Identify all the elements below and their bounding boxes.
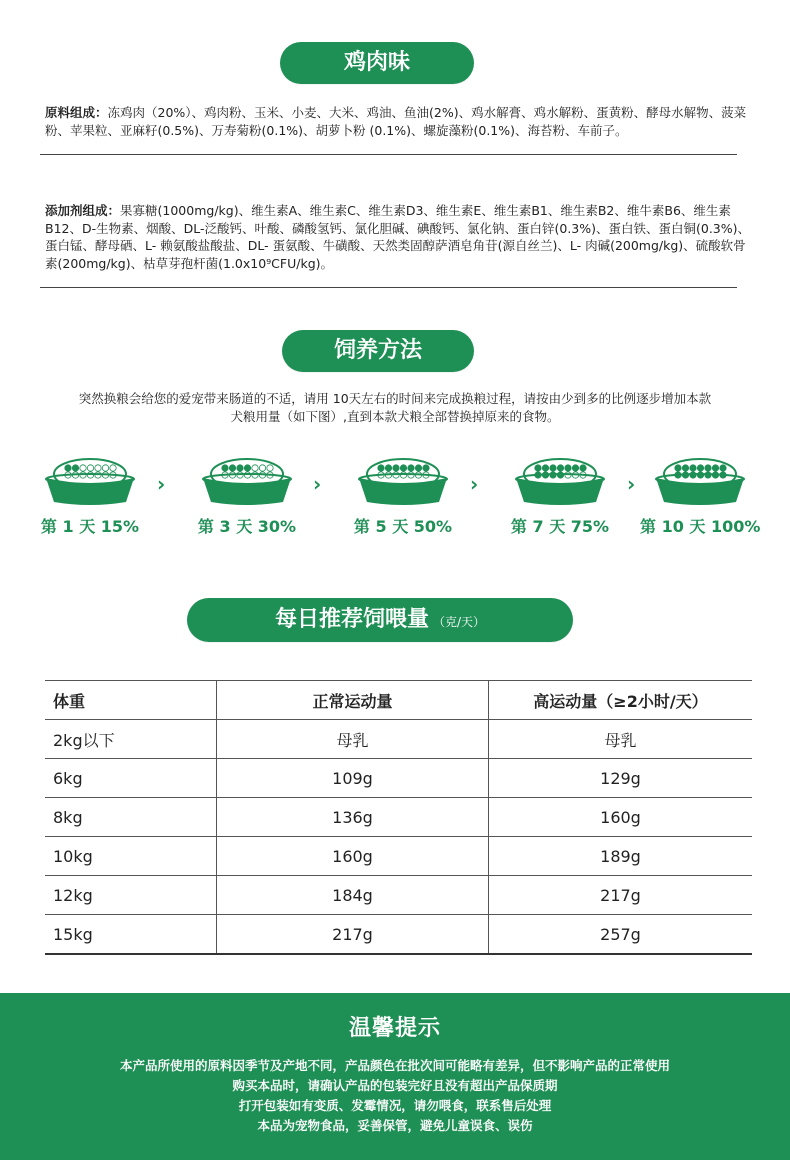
tips-title: 温馨提示 (348, 1016, 441, 1041)
chevron-right-icon: › (627, 472, 636, 496)
high-amount-cell: 217g (489, 876, 753, 915)
chevron-right-icon: › (470, 472, 479, 496)
feeding-method-title-text: 饲养方法 (333, 338, 422, 363)
new-food-kibble (423, 465, 429, 471)
new-food-kibble (697, 465, 703, 471)
new-food-kibble (542, 465, 548, 471)
stage-label: 第 1 天 15% (40, 517, 140, 536)
stage-label: 第 7 天 75% (510, 517, 610, 536)
high-amount-cell: 189g (489, 837, 753, 876)
daily-amount-title-text: 每日推荐饲喂量 (274, 607, 429, 632)
food-bowl-icon (197, 452, 297, 506)
weight-cell: 2kg以下 (45, 720, 217, 759)
high-amount-cell: 母乳 (489, 720, 753, 759)
tip-line: 购买本品时，请确认产品的包装完好且没有超出产品保质期 (232, 1078, 558, 1093)
table-row (45, 837, 752, 876)
weight-cell: 15kg (45, 915, 217, 955)
new-food-kibble (244, 465, 250, 471)
old-food-kibble (252, 465, 258, 471)
chicken-flavor-title-text: 鸡肉味 (343, 50, 410, 75)
divider (40, 154, 737, 155)
weight-cell: 6kg (45, 759, 217, 798)
new-food-kibble (682, 465, 688, 471)
new-food-kibble (572, 465, 578, 471)
new-food-kibble (712, 465, 718, 471)
stage-label: 第 10 天 100% (640, 517, 761, 536)
stage-label: 第 3 天 30% (197, 517, 297, 536)
feeding-intro (30, 390, 760, 426)
normal-amount-cell: 160g (217, 837, 489, 876)
normal-amount-cell: 109g (217, 759, 489, 798)
chevron-right-icon: › (157, 472, 166, 496)
table-row (45, 759, 752, 798)
weight-cell: 12kg (45, 876, 217, 915)
food-bowl-icon (353, 452, 453, 506)
feeding-intro-line: 犬粮用量（如下图）,直到本款犬粮全部替换掉原来的食物。 (230, 409, 560, 424)
new-food-kibble (408, 465, 414, 471)
feeding-stage (343, 452, 463, 537)
header-weight: 体重 (45, 681, 217, 720)
tips-lines (0, 1056, 790, 1136)
normal-amount-cell: 184g (217, 876, 489, 915)
new-food-kibble (378, 465, 384, 471)
section-title-chicken-flavor (280, 42, 474, 84)
new-food-kibble (557, 465, 563, 471)
high-amount-cell: 160g (489, 798, 753, 837)
feeding-stage (640, 452, 760, 537)
food-bowl-icon (650, 452, 750, 506)
tip-line: 打开包装如有变质、发霉情况，请勿喂食，联系售后处理 (238, 1098, 552, 1113)
feeding-stage (30, 452, 150, 537)
new-food-kibble (550, 465, 556, 471)
old-food-kibble (259, 465, 265, 471)
new-food-kibble (720, 465, 726, 471)
new-food-kibble (580, 465, 586, 471)
additives-paragraph (45, 202, 755, 272)
header-normal-activity: 正常运动量 (217, 681, 489, 720)
table-row (45, 915, 752, 955)
new-food-kibble (675, 465, 681, 471)
header-high-activity: 高运动量（≥2小时/天） (489, 681, 753, 720)
ingredients-paragraph (45, 104, 755, 139)
new-food-kibble (400, 465, 406, 471)
weight-cell: 10kg (45, 837, 217, 876)
weight-cell: 8kg (45, 798, 217, 837)
table-row (45, 876, 752, 915)
additives-text: 果寡糖(1000mg/kg)、维生素A、维生素C、维生素D3、维生素E、维生素B1、维生素B2、维牛素B6、维生素B12、D-生物素、烟酸、DL-泛酸钙、叶酸、磷酸氢钙、氯化胆碱、碘酸钙、氯化钠、蛋白锌(0.3%)、蛋白铁、蛋白铜(0.3%)、蛋白锰、酵母硒、L- 赖氨酸盐酸盐、DL- 蛋氨酸、牛磺酸、天然类固醇萨酒皂角苷(源自丝兰)、L- 肉碱(200mg/kg)、硫酸软骨素(200mg/kg)、枯草芽孢杆菌(1.0x10⁹CFU/kg)。 (45, 203, 751, 271)
new-food-kibble (229, 465, 235, 471)
stage-label: 第 5 天 50% (353, 517, 453, 536)
daily-amount-unit: （克/天） (432, 615, 486, 629)
old-food-kibble (102, 465, 108, 471)
feeding-stage (187, 452, 307, 537)
new-food-kibble (415, 465, 421, 471)
tip-line: 本品为宠物食品，妥善保管，避免儿童误食、误伤 (257, 1118, 533, 1133)
table-row (45, 720, 752, 759)
new-food-kibble (65, 465, 71, 471)
high-amount-cell: 257g (489, 915, 753, 955)
high-amount-cell: 129g (489, 759, 753, 798)
chevron-right-icon: › (313, 472, 322, 496)
old-food-kibble (267, 465, 273, 471)
new-food-kibble (393, 465, 399, 471)
new-food-kibble (222, 465, 228, 471)
new-food-kibble (565, 465, 571, 471)
normal-amount-cell: 母乳 (217, 720, 489, 759)
divider (40, 287, 737, 288)
table-header-row (45, 681, 752, 720)
normal-amount-cell: 217g (217, 915, 489, 955)
new-food-kibble (690, 465, 696, 471)
additives-label: 添加剂组成： (45, 203, 121, 218)
normal-amount-cell: 136g (217, 798, 489, 837)
new-food-kibble (237, 465, 243, 471)
old-food-kibble (95, 465, 101, 471)
new-food-kibble (385, 465, 391, 471)
tips-footer (0, 993, 790, 1160)
section-title-daily-amount (187, 598, 573, 642)
new-food-kibble (72, 465, 78, 471)
food-bowl-icon (40, 452, 140, 506)
table-row (45, 798, 752, 837)
old-food-kibble (80, 465, 86, 471)
food-bowl-icon (510, 452, 610, 506)
feeding-intro-line: 突然换粮会给您的爱宠带来肠道的不适，请用 10天左右的时间来完成换粮过程，请按由少到多的比例逐步增加本款 (78, 391, 712, 406)
feeding-amount-table (45, 680, 752, 955)
ingredients-text: 冻鸡肉（20%）、鸡肉粉、玉米、小麦、大米、鸡油、鱼油(2%)、鸡水解膏、鸡水解粉、蛋黄粉、酵母水解物、菠菜粉、苹果粒、亚麻籽(0.5%)、万寿菊粉(0.1%)、胡萝卜粉 (0.1%)、螺旋藻粉(0.1%)、海苔粉、车前子。 (45, 105, 747, 138)
section-title-feeding-method (282, 330, 474, 372)
ingredients-label: 原料组成： (45, 105, 108, 120)
tip-line: 本产品所使用的原料因季节及产地不同，产品颜色在批次间可能略有差异，但不影响产品的正常使用 (119, 1058, 670, 1073)
old-food-kibble (87, 465, 93, 471)
feeding-stage (500, 452, 620, 537)
new-food-kibble (535, 465, 541, 471)
old-food-kibble (110, 465, 116, 471)
new-food-kibble (705, 465, 711, 471)
